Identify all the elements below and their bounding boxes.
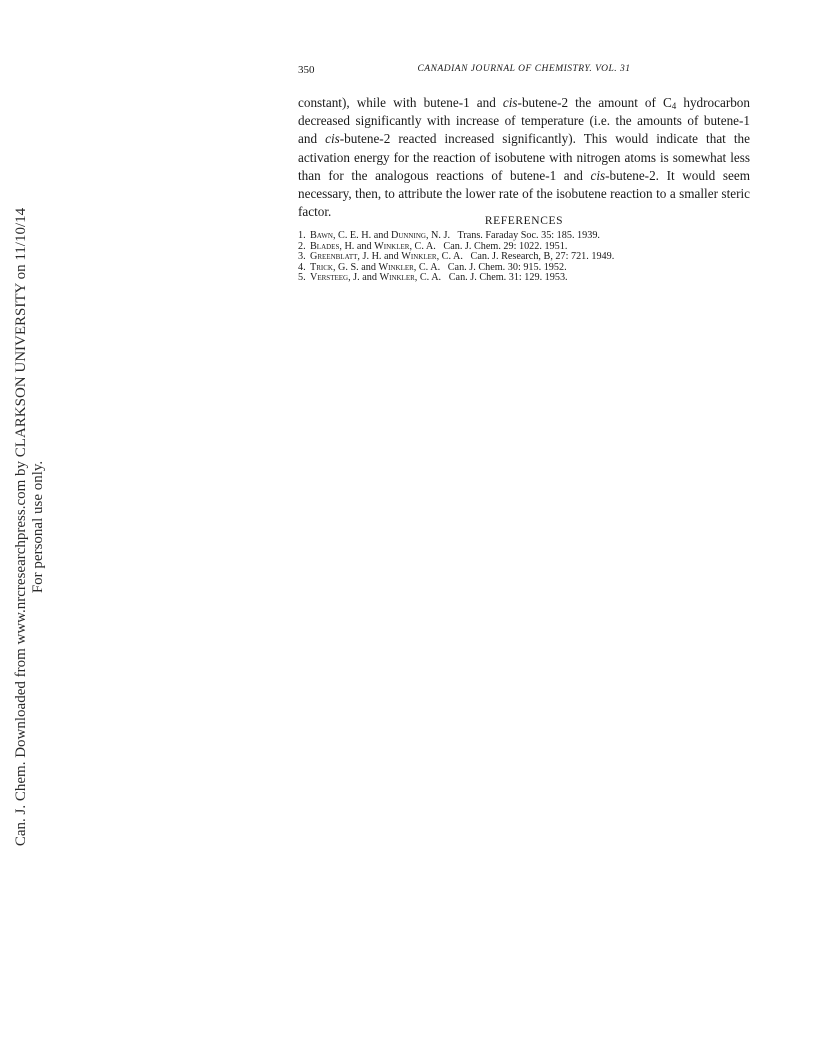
reference-item xyxy=(298,273,750,284)
author-initials: , C. A. xyxy=(436,251,463,263)
author-initials: , J. and xyxy=(348,272,380,284)
reference-number: 2. xyxy=(298,240,306,252)
author-initials: , N. J. xyxy=(425,230,450,241)
body-paragraph xyxy=(298,94,750,221)
download-notice-sidebar xyxy=(0,0,60,1052)
author-name: Versteeg xyxy=(310,272,349,284)
italic-term: cis xyxy=(590,167,606,183)
reference-number: 4. xyxy=(298,261,306,273)
author-name: Greenblatt xyxy=(310,251,358,263)
reference-source: Can. J. Chem. 30: 915. 1952. xyxy=(440,261,567,273)
page-header xyxy=(298,64,750,80)
reference-number: 1. xyxy=(298,230,306,241)
author-name: Bawn xyxy=(310,230,333,241)
running-title: CANADIAN JOURNAL OF CHEMISTRY. VOL. 31 xyxy=(417,64,631,74)
page-number: 350 xyxy=(298,64,315,76)
author-name: Blades xyxy=(310,240,340,252)
author-name: Dunning xyxy=(390,230,426,241)
author-name: Winkler xyxy=(374,240,410,252)
download-notice-line: Can. J. Chem. Downloaded from www.nrcresearchpress.com by CLARKSON UNIVERSITY on 11/10/14 xyxy=(13,207,29,847)
text-run: -butene-2 the amount of C xyxy=(517,95,672,110)
italic-term: cis xyxy=(325,131,340,147)
author-name: Winkler xyxy=(401,251,437,263)
subscript: 4 xyxy=(671,101,677,111)
author-initials: , C. A. xyxy=(409,240,436,252)
text-run: constant), while with butene-1 and xyxy=(298,95,503,110)
author-initials: , J. H. and xyxy=(357,251,402,263)
personal-use-notice: For personal use only. xyxy=(30,460,46,594)
author-name: Winkler xyxy=(378,261,414,273)
reference-number: 3. xyxy=(298,251,306,263)
author-initials: , C. A. xyxy=(414,272,442,284)
text-run: -butene-2. It would seem necessary, then, to attribute the lower rate of the isobutene reaction to a smaller steric factor. xyxy=(298,167,750,220)
author-initials: , G. S. and xyxy=(332,261,379,273)
references-list xyxy=(298,231,750,284)
reference-source: Can. J. Chem. 31: 129. 1953. xyxy=(441,272,568,284)
text-run: -butene-2 reacted increased significantly). This would indicate that the activation energy for the reaction of isobutene with nitrogen atoms is somewhat less than for the analogous reactions of butene-1 and xyxy=(298,131,751,183)
reference-source: Can. J. Research, B, 27: 721. 1949. xyxy=(462,251,615,263)
reference-source: Trans. Faraday Soc. 35: 185. 1939. xyxy=(450,230,600,241)
text-run: hydrocarbon decreased significantly with increase of temperature (i.e. the amounts of butene-1 and xyxy=(298,95,750,147)
author-initials: , C. A. xyxy=(413,261,441,273)
author-initials: , H. and xyxy=(339,240,375,252)
italic-term: cis xyxy=(502,95,518,110)
references-heading: REFERENCES xyxy=(484,215,564,227)
reference-source: Can. J. Chem. 29: 1022. 1951. xyxy=(435,240,568,252)
author-initials: , C. E. H. and xyxy=(332,230,391,241)
author-name: Winkler xyxy=(379,272,415,284)
reference-number: 5. xyxy=(298,272,306,284)
author-name: Trick xyxy=(310,261,333,273)
